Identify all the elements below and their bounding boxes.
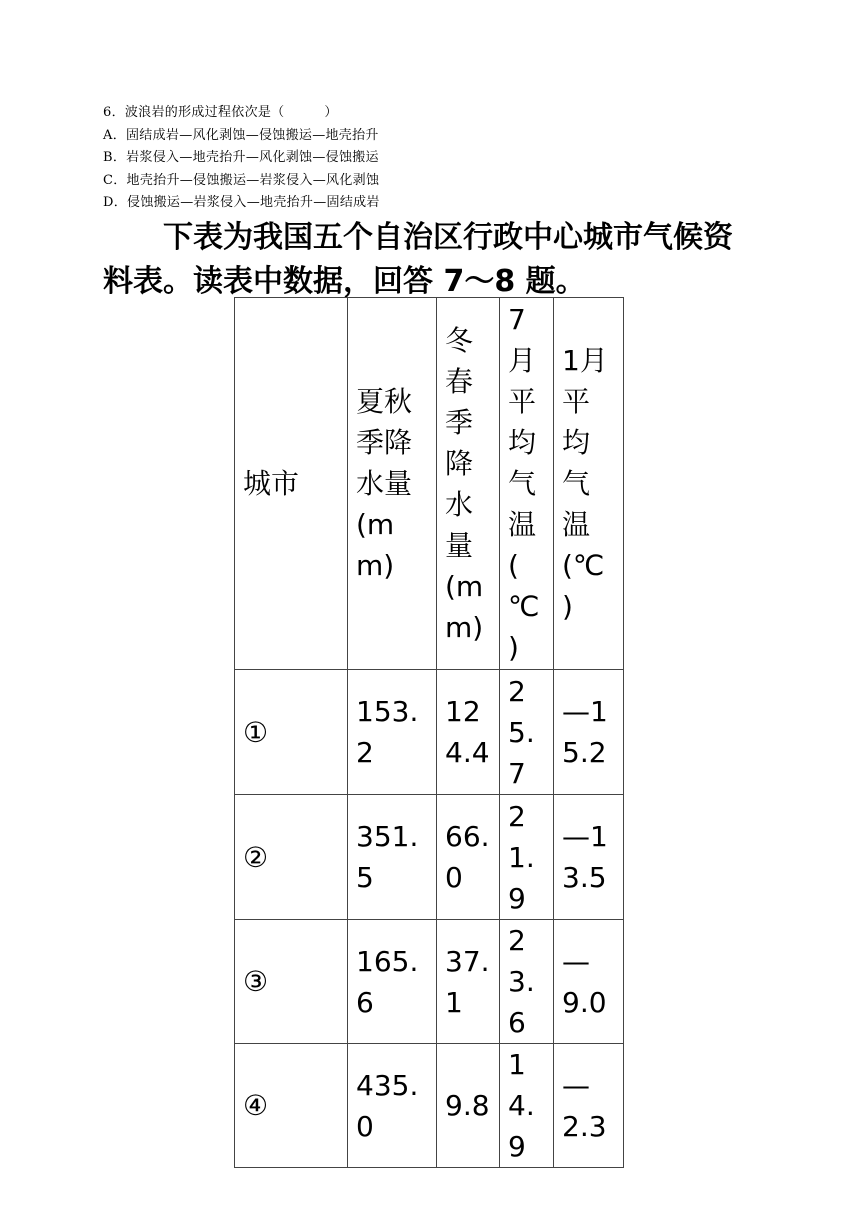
cell-summer-autumn: 435.0 <box>348 1044 437 1168</box>
cell-july-temp: 14.9 <box>500 1044 554 1168</box>
header-city: 城市 <box>235 298 348 670</box>
cell-winter-spring: 37.1 <box>437 920 500 1044</box>
header-january-temp: 1月平均气温(℃) <box>554 298 624 670</box>
option-b: B．岩浆侵入—地壳抬升—风化剥蚀—侵蚀搬运 <box>103 150 379 165</box>
cell-city: ④ <box>235 1044 348 1168</box>
header-july-temp: 7月平均气温(℃) <box>500 298 554 670</box>
table-header-row <box>235 298 624 670</box>
cell-city: ① <box>235 670 348 795</box>
cell-winter-spring: 66.0 <box>437 795 500 920</box>
cell-january-temp: —13.5 <box>554 795 624 920</box>
cell-summer-autumn: 351.5 <box>348 795 437 920</box>
table-row <box>235 1044 624 1168</box>
question-6 <box>103 102 380 215</box>
header-winter-spring-precip: 冬春季降水量(mm) <box>437 298 500 670</box>
cell-summer-autumn: 165.6 <box>348 920 437 1044</box>
cell-city: ③ <box>235 920 348 1044</box>
climate-table <box>234 297 624 1168</box>
header-summer-autumn-precip: 夏秋季降水量(mm) <box>348 298 437 670</box>
cell-city: ② <box>235 795 348 920</box>
intro-text: 下表为我国五个自治区行政中心城市气候资料表。读表中数据，回答 7～8 题。 <box>103 220 733 299</box>
cell-january-temp: —15.2 <box>554 670 624 795</box>
table-row <box>235 670 624 795</box>
option-d: D．侵蚀搬运—岩浆侵入—地壳抬升—固结成岩 <box>103 195 380 210</box>
option-a: A．固结成岩—风化剥蚀—侵蚀搬运—地壳抬升 <box>103 127 379 143</box>
cell-july-temp: 23.6 <box>500 920 554 1044</box>
cell-january-temp: —9.0 <box>554 920 624 1044</box>
cell-winter-spring: 124.4 <box>437 670 500 795</box>
option-c: C．地壳抬升—侵蚀搬运—岩浆侵入—风化剥蚀 <box>103 172 380 188</box>
cell-january-temp: —2.3 <box>554 1044 624 1168</box>
table-row <box>235 920 624 1044</box>
cell-july-temp: 25.7 <box>500 670 554 795</box>
table-intro <box>103 216 753 304</box>
cell-summer-autumn: 153.2 <box>348 670 437 795</box>
question-stem: 6．波浪岩的形成过程依次是（ ） <box>103 105 338 120</box>
cell-winter-spring: 9.8 <box>437 1044 500 1168</box>
cell-july-temp: 21.9 <box>500 795 554 920</box>
table-row <box>235 795 624 920</box>
